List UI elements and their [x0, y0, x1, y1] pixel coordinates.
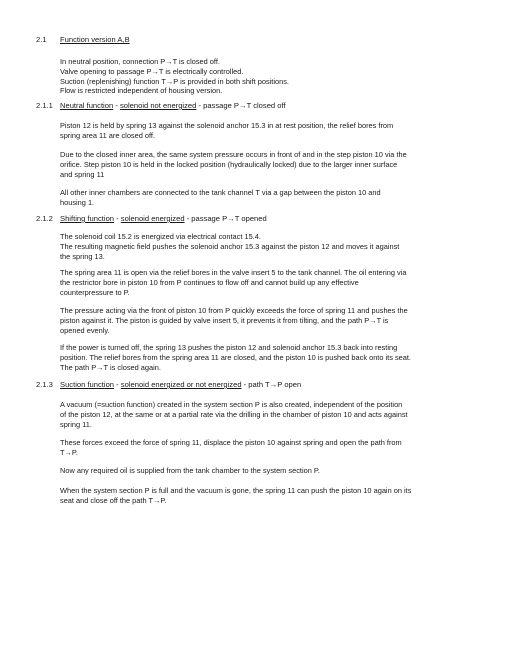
paragraph-line: If the power is turned off, the spring 13 pushes the piston 12 and solenoid anchor 15.3 back into resting: [60, 343, 398, 352]
paragraph-line: the spring 13.: [60, 252, 105, 262]
title-part: solenoid energized: [120, 214, 185, 223]
paragraph: [60, 121, 474, 141]
paragraph-line: spring area 11 are closed off.: [60, 131, 156, 141]
paragraph-line: The solenoid coil 15.2 is energized via electrical contact 15.4.: [60, 232, 261, 241]
paragraph-line: counterpressure to P.: [60, 288, 130, 298]
section-number: 2.1: [36, 35, 47, 44]
paragraph-line: The spring area 11 is open via the relief bores in the valve insert 5 to the tank channel. The oil entering via: [60, 268, 407, 277]
paragraph-line: spring 11.: [60, 420, 92, 430]
section-2-1-1-heading: [36, 101, 286, 111]
paragraph-line: seat and close off the path T→P.: [60, 496, 167, 506]
summary-line: Suction (replenishing) function T→P is provided in both shift positions.: [60, 76, 289, 86]
summary-line: In neutral position, connection P→T is closed off.: [60, 57, 220, 66]
title-part: - passage P→T opened: [184, 214, 267, 223]
title-part: Neutral function: [60, 101, 114, 110]
paragraph-line: All other inner chambers are connected to the tank channel T via a gap between the piston 10 and: [60, 188, 381, 197]
paragraph: [60, 400, 474, 430]
title-part: Shifting function: [60, 214, 115, 223]
paragraph-line: The pressure acting via the front of piston 10 from P quickly exceeds the force of spring 11 and pushes the: [60, 306, 408, 315]
summary-line: Flow is restricted independent of housing version.: [60, 86, 223, 96]
title-separator: -: [114, 214, 121, 223]
paragraph-line: These forces exceed the force of spring 11, displace the piston 10 against spring and open the path from: [60, 438, 402, 447]
paragraph-line: opened evenly.: [60, 326, 110, 336]
paragraph-line: and spring 11: [60, 170, 105, 180]
paragraph: [60, 188, 474, 208]
title-separator: -: [114, 380, 121, 389]
paragraph-line: Now any required oil is supplied from the tank chamber to the system section P.: [60, 466, 320, 475]
section-title: Function version A,B: [60, 35, 130, 44]
section-number: 2.1.1: [36, 101, 53, 110]
paragraph-line: The path P→T is closed again.: [60, 363, 161, 373]
title-separator: -: [113, 101, 120, 110]
title-part: Suction function: [60, 380, 115, 389]
paragraph-line: the restrictor bore in piston 10 from P continues to flow off and cannot build up any effective: [60, 278, 359, 288]
section-number: 2.1.2: [36, 214, 53, 223]
summary-line: Valve opening to passage P→T is electrically controlled.: [60, 66, 244, 76]
paragraph: [60, 466, 474, 476]
paragraph-line: Due to the closed inner area, the same system pressure occurs in front of and in the step piston 10 via the: [60, 150, 407, 159]
title-part: solenoid energized or not energized: [120, 380, 242, 389]
paragraph-line: A vacuum (=suction function) created in the system section P is also created, independent of the position: [60, 400, 403, 409]
section-2-1-2-heading: [36, 214, 267, 224]
title-part: - passage P→T closed off: [196, 101, 286, 110]
paragraph-line: The resulting magnetic field pushes the solenoid anchor 15.3 against the piston 12 and moves it against: [60, 242, 400, 252]
paragraph-line: housing 1.: [60, 198, 95, 208]
section-2-1-summary: [60, 57, 474, 96]
paragraph-line: piston against it. The piston is guided by valve insert 5, it prevents it from tilting, and the path P→T is: [60, 316, 389, 326]
section-2-1-heading: [36, 35, 130, 45]
title-part: solenoid not energized: [119, 101, 197, 110]
paragraph: [60, 438, 474, 458]
paragraph: [60, 150, 474, 180]
paragraph-line: position. The relief bores from the spring area 11 are closed, and the piston 10 is pushed back onto its seat.: [60, 353, 411, 363]
paragraph-line: T→P.: [60, 448, 78, 458]
paragraph: [60, 306, 474, 336]
section-2-1-3-heading: [36, 380, 301, 390]
paragraph: [60, 486, 474, 506]
paragraph-line: When the system section P is full and the vacuum is gone, the spring 11 can push the piston 10 again on its: [60, 486, 412, 495]
paragraph-line: Piston 12 is held by spring 13 against the solenoid anchor 15.3 in at rest position, the relief bores from: [60, 121, 394, 130]
paragraph: [60, 268, 474, 298]
paragraph: [60, 232, 474, 262]
title-part: - path T→P open: [241, 380, 302, 389]
paragraph-line: of the piston 12, at the same or at a partial rate via the drilling in the chamber of piston 10 and acts against: [60, 410, 408, 420]
section-number: 2.1.3: [36, 380, 53, 389]
paragraph-line: orifice. Step piston 10 is held in the locked position (hydraulically locked) due to the larger inner surface: [60, 160, 398, 170]
paragraph: [60, 343, 474, 373]
